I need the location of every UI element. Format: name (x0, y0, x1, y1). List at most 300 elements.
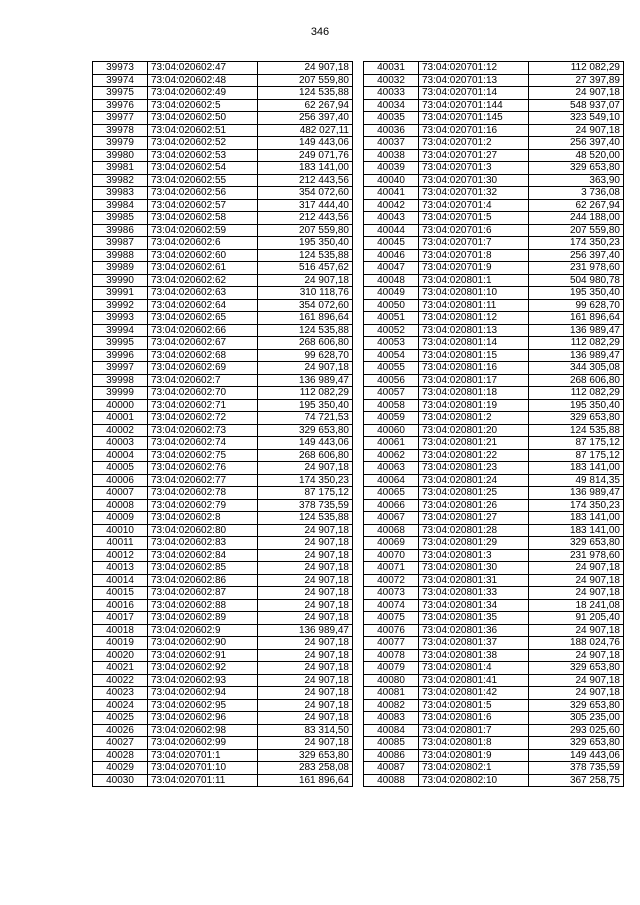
cadastral-value: 83 314,50 (258, 724, 353, 737)
row-number: 40028 (93, 749, 148, 762)
cadastral-value: 310 118,76 (258, 287, 353, 300)
cadastral-number: 73:04:020701:9 (419, 262, 529, 275)
row-number: 40007 (93, 487, 148, 500)
row-number: 40000 (93, 399, 148, 412)
table-row (93, 299, 353, 312)
table-row (93, 562, 353, 575)
row-number: 40077 (364, 637, 419, 650)
row-number: 39988 (93, 249, 148, 262)
cadastral-value: 268 606,80 (529, 374, 624, 387)
cadastral-value: 124 535,88 (258, 249, 353, 262)
table-row (93, 612, 353, 625)
row-number: 39999 (93, 387, 148, 400)
cadastral-value: 24 907,18 (258, 612, 353, 625)
cadastral-value: 378 735,59 (258, 499, 353, 512)
row-number: 39984 (93, 199, 148, 212)
cadastral-number: 73:04:020701:4 (419, 199, 529, 212)
cadastral-number: 73:04:020801:15 (419, 349, 529, 362)
row-number: 40025 (93, 712, 148, 725)
cadastral-number: 73:04:020801:37 (419, 637, 529, 650)
cadastral-number: 73:04:020801:24 (419, 474, 529, 487)
cadastral-value: 195 350,40 (529, 399, 624, 412)
cadastral-value: 24 907,18 (258, 549, 353, 562)
cadastral-number: 73:04:020801:4 (419, 662, 529, 675)
cadastral-value: 317 444,40 (258, 199, 353, 212)
row-number: 39975 (93, 87, 148, 100)
row-number: 40006 (93, 474, 148, 487)
cadastral-value: 62 267,94 (258, 99, 353, 112)
cadastral-number: 73:04:020602:74 (148, 437, 258, 450)
row-number: 39974 (93, 74, 148, 87)
cadastral-number: 73:04:020602:56 (148, 187, 258, 200)
table-row (93, 624, 353, 637)
table-row (364, 162, 624, 175)
table-row (93, 512, 353, 525)
table-row (364, 99, 624, 112)
cadastral-number: 73:04:020802:1 (419, 762, 529, 775)
cadastral-number: 73:04:020701:144 (419, 99, 529, 112)
cadastral-number: 73:04:020801:34 (419, 599, 529, 612)
parcel-table-left-body (93, 62, 353, 787)
row-number: 40081 (364, 687, 419, 700)
cadastral-value: 231 978,60 (529, 549, 624, 562)
cadastral-number: 73:04:020801:9 (419, 749, 529, 762)
cadastral-number: 73:04:020801:29 (419, 537, 529, 550)
row-number: 40046 (364, 249, 419, 262)
table-row (364, 337, 624, 350)
table-row (364, 212, 624, 225)
row-number: 40064 (364, 474, 419, 487)
cadastral-value: 329 653,80 (529, 412, 624, 425)
cadastral-number: 73:04:020602:65 (148, 312, 258, 325)
row-number: 40047 (364, 262, 419, 275)
table-row (93, 62, 353, 75)
cadastral-number: 73:04:020602:86 (148, 574, 258, 587)
cadastral-value: 378 735,59 (529, 762, 624, 775)
cadastral-value: 174 350,23 (529, 237, 624, 250)
row-number: 40011 (93, 537, 148, 550)
cadastral-value: 136 989,47 (529, 487, 624, 500)
cadastral-number: 73:04:020602:54 (148, 162, 258, 175)
cadastral-number: 73:04:020701:13 (419, 74, 529, 87)
row-number: 40024 (93, 699, 148, 712)
row-number: 40072 (364, 574, 419, 587)
table-row (93, 687, 353, 700)
cadastral-number: 73:04:020602:92 (148, 662, 258, 675)
table-row (93, 99, 353, 112)
cadastral-number: 73:04:020602:80 (148, 524, 258, 537)
row-number: 40067 (364, 512, 419, 525)
cadastral-number: 73:04:020801:21 (419, 437, 529, 450)
cadastral-value: 195 350,40 (258, 237, 353, 250)
table-row (93, 637, 353, 650)
cadastral-number: 73:04:020801:13 (419, 324, 529, 337)
cadastral-number: 73:04:020801:36 (419, 624, 529, 637)
cadastral-value: 244 188,00 (529, 212, 624, 225)
cadastral-number: 73:04:020602:99 (148, 737, 258, 750)
row-number: 40088 (364, 774, 419, 787)
cadastral-number: 73:04:020801:10 (419, 287, 529, 300)
cadastral-value: 305 235,00 (529, 712, 624, 725)
table-row (364, 74, 624, 87)
row-number: 40054 (364, 349, 419, 362)
page-number: 346 (310, 26, 330, 38)
row-number: 40005 (93, 462, 148, 475)
row-number: 40027 (93, 737, 148, 750)
cadastral-number: 73:04:020602:66 (148, 324, 258, 337)
cadastral-value: 256 397,40 (529, 249, 624, 262)
cadastral-number: 73:04:020801:12 (419, 312, 529, 325)
cadastral-number: 73:04:020602:7 (148, 374, 258, 387)
row-number: 40012 (93, 549, 148, 562)
row-number: 40052 (364, 324, 419, 337)
table-row (93, 399, 353, 412)
row-number: 39973 (93, 62, 148, 75)
table-row (93, 574, 353, 587)
cadastral-number: 73:04:020602:91 (148, 649, 258, 662)
table-row (93, 712, 353, 725)
cadastral-value: 24 907,18 (258, 687, 353, 700)
table-row (93, 287, 353, 300)
cadastral-number: 73:04:020701:8 (419, 249, 529, 262)
cadastral-number: 73:04:020602:69 (148, 362, 258, 375)
table-row (93, 549, 353, 562)
cadastral-value: 124 535,88 (529, 424, 624, 437)
table-row (364, 749, 624, 762)
cadastral-value: 24 907,18 (258, 699, 353, 712)
cadastral-number: 73:04:020701:11 (148, 774, 258, 787)
table-row (364, 412, 624, 425)
table-row (364, 624, 624, 637)
row-number: 40036 (364, 124, 419, 137)
row-number: 40017 (93, 612, 148, 625)
table-row (364, 362, 624, 375)
row-number: 40079 (364, 662, 419, 675)
cadastral-value: 174 350,23 (258, 474, 353, 487)
cadastral-number: 73:04:020602:75 (148, 449, 258, 462)
table-row (364, 262, 624, 275)
table-row (93, 224, 353, 237)
cadastral-number: 73:04:020801:38 (419, 649, 529, 662)
cadastral-value: 87 175,12 (258, 487, 353, 500)
cadastral-number: 73:04:020602:84 (148, 549, 258, 562)
row-number: 40078 (364, 649, 419, 662)
cadastral-value: 62 267,94 (529, 199, 624, 212)
cadastral-value: 231 978,60 (529, 262, 624, 275)
row-number: 40070 (364, 549, 419, 562)
cadastral-number: 73:04:020602:6 (148, 237, 258, 250)
row-number: 40019 (93, 637, 148, 650)
row-number: 39981 (93, 162, 148, 175)
row-number: 40057 (364, 387, 419, 400)
table-row (364, 449, 624, 462)
table-row (93, 749, 353, 762)
row-number: 40035 (364, 112, 419, 125)
row-number: 40051 (364, 312, 419, 325)
cadastral-value: 136 989,47 (529, 349, 624, 362)
row-number: 40071 (364, 562, 419, 575)
cadastral-value: 24 907,18 (258, 662, 353, 675)
table-row (93, 324, 353, 337)
cadastral-value: 24 907,18 (258, 637, 353, 650)
cadastral-value: 48 520,00 (529, 149, 624, 162)
cadastral-number: 73:04:020602:76 (148, 462, 258, 475)
cadastral-value: 3 736,08 (529, 187, 624, 200)
cadastral-number: 73:04:020602:64 (148, 299, 258, 312)
table-row (364, 637, 624, 650)
cadastral-number: 73:04:020701:6 (419, 224, 529, 237)
cadastral-value: 354 072,60 (258, 299, 353, 312)
row-number: 40009 (93, 512, 148, 525)
row-number: 40021 (93, 662, 148, 675)
table-row (93, 774, 353, 787)
cadastral-value: 24 907,18 (529, 649, 624, 662)
table-row (93, 474, 353, 487)
cadastral-value: 24 907,18 (258, 562, 353, 575)
cadastral-number: 73:04:020801:28 (419, 524, 529, 537)
table-row (364, 124, 624, 137)
table-row (93, 112, 353, 125)
cadastral-number: 73:04:020801:3 (419, 549, 529, 562)
cadastral-number: 73:04:020602:47 (148, 62, 258, 75)
cadastral-value: 329 653,80 (258, 749, 353, 762)
cadastral-value: 87 175,12 (529, 449, 624, 462)
cadastral-number: 73:04:020802:10 (419, 774, 529, 787)
row-number: 39990 (93, 274, 148, 287)
cadastral-value: 124 535,88 (258, 324, 353, 337)
table-row (93, 699, 353, 712)
row-number: 40082 (364, 699, 419, 712)
table-row (364, 774, 624, 787)
row-number: 40074 (364, 599, 419, 612)
row-number: 40040 (364, 174, 419, 187)
cadastral-number: 73:04:020801:6 (419, 712, 529, 725)
row-number: 39994 (93, 324, 148, 337)
cadastral-value: 195 350,40 (529, 287, 624, 300)
row-number: 40062 (364, 449, 419, 462)
cadastral-value: 112 082,29 (529, 337, 624, 350)
table-row (93, 199, 353, 212)
cadastral-value: 183 141,00 (258, 162, 353, 175)
table-row (93, 424, 353, 437)
cadastral-value: 183 141,00 (529, 524, 624, 537)
cadastral-number: 73:04:020602:95 (148, 699, 258, 712)
cadastral-value: 149 443,06 (258, 137, 353, 150)
cadastral-number: 73:04:020602:79 (148, 499, 258, 512)
row-number: 39991 (93, 287, 148, 300)
row-number: 39982 (93, 174, 148, 187)
table-row (364, 424, 624, 437)
cadastral-number: 73:04:020701:14 (419, 87, 529, 100)
table-row (364, 249, 624, 262)
table-row (93, 449, 353, 462)
table-row (364, 699, 624, 712)
cadastral-number: 73:04:020801:14 (419, 337, 529, 350)
cadastral-number: 73:04:020801:41 (419, 674, 529, 687)
table-row (364, 462, 624, 475)
cadastral-value: 24 907,18 (258, 737, 353, 750)
table-row (93, 149, 353, 162)
row-number: 39976 (93, 99, 148, 112)
cadastral-value: 323 549,10 (529, 112, 624, 125)
cadastral-number: 73:04:020602:70 (148, 387, 258, 400)
cadastral-value: 354 072,60 (258, 187, 353, 200)
cadastral-number: 73:04:020602:88 (148, 599, 258, 612)
cadastral-number: 73:04:020801:33 (419, 587, 529, 600)
cadastral-value: 24 907,18 (258, 587, 353, 600)
cadastral-value: 24 907,18 (258, 674, 353, 687)
cadastral-number: 73:04:020602:48 (148, 74, 258, 87)
table-row (93, 662, 353, 675)
row-number: 40049 (364, 287, 419, 300)
cadastral-number: 73:04:020602:9 (148, 624, 258, 637)
table-row (364, 687, 624, 700)
table-row (364, 437, 624, 450)
row-number: 40065 (364, 487, 419, 500)
cadastral-number: 73:04:020801:5 (419, 699, 529, 712)
row-number: 40080 (364, 674, 419, 687)
table-row (93, 412, 353, 425)
table-row (364, 287, 624, 300)
cadastral-value: 112 082,29 (258, 387, 353, 400)
cadastral-value: 283 258,08 (258, 762, 353, 775)
cadastral-number: 73:04:020701:3 (419, 162, 529, 175)
cadastral-number: 73:04:020701:27 (419, 149, 529, 162)
table-row (93, 187, 353, 200)
cadastral-number: 73:04:020701:12 (419, 62, 529, 75)
row-number: 40084 (364, 724, 419, 737)
table-row (93, 87, 353, 100)
table-row (364, 662, 624, 675)
cadastral-value: 24 907,18 (258, 599, 353, 612)
table-row (93, 762, 353, 775)
table-row (93, 237, 353, 250)
cadastral-value: 344 305,08 (529, 362, 624, 375)
cadastral-value: 24 907,18 (529, 587, 624, 600)
row-number: 40076 (364, 624, 419, 637)
cadastral-number: 73:04:020801:23 (419, 462, 529, 475)
row-number: 40026 (93, 724, 148, 737)
cadastral-value: 24 907,18 (529, 624, 624, 637)
row-number: 40004 (93, 449, 148, 462)
row-number: 40045 (364, 237, 419, 250)
cadastral-value: 124 535,88 (258, 512, 353, 525)
cadastral-value: 329 653,80 (529, 162, 624, 175)
table-row (93, 387, 353, 400)
table-row (364, 724, 624, 737)
cadastral-value: 268 606,80 (258, 449, 353, 462)
row-number: 39997 (93, 362, 148, 375)
row-number: 39989 (93, 262, 148, 275)
cadastral-value: 91 205,40 (529, 612, 624, 625)
table-row (364, 224, 624, 237)
cadastral-number: 73:04:020701:32 (419, 187, 529, 200)
table-row (364, 537, 624, 550)
cadastral-value: 207 559,80 (529, 224, 624, 237)
table-row (364, 187, 624, 200)
row-number: 40018 (93, 624, 148, 637)
cadastral-value: 49 814,35 (529, 474, 624, 487)
table-row (364, 587, 624, 600)
cadastral-number: 73:04:020801:19 (419, 399, 529, 412)
table-row (364, 499, 624, 512)
table-row (364, 137, 624, 150)
row-number: 40030 (93, 774, 148, 787)
cadastral-number: 73:04:020801:20 (419, 424, 529, 437)
row-number: 40060 (364, 424, 419, 437)
row-number: 40008 (93, 499, 148, 512)
row-number: 39986 (93, 224, 148, 237)
cadastral-value: 24 907,18 (529, 124, 624, 137)
cadastral-value: 27 397,89 (529, 74, 624, 87)
table-row (93, 462, 353, 475)
table-row (364, 274, 624, 287)
table-row (93, 362, 353, 375)
cadastral-number: 73:04:020801:7 (419, 724, 529, 737)
table-row (364, 737, 624, 750)
cadastral-value: 24 907,18 (529, 687, 624, 700)
table-row (364, 324, 624, 337)
row-number: 39998 (93, 374, 148, 387)
row-number: 40059 (364, 412, 419, 425)
cadastral-number: 73:04:020602:55 (148, 174, 258, 187)
cadastral-number: 73:04:020602:61 (148, 262, 258, 275)
cadastral-value: 24 907,18 (529, 674, 624, 687)
cadastral-value: 329 653,80 (529, 537, 624, 550)
row-number: 40033 (364, 87, 419, 100)
table-row (93, 274, 353, 287)
cadastral-number: 73:04:020701:7 (419, 237, 529, 250)
cadastral-value: 329 653,80 (258, 424, 353, 437)
row-number: 40014 (93, 574, 148, 587)
cadastral-number: 73:04:020801:17 (419, 374, 529, 387)
table-row (93, 649, 353, 662)
table-row (364, 562, 624, 575)
row-number: 40037 (364, 137, 419, 150)
table-row (364, 512, 624, 525)
row-number: 40069 (364, 537, 419, 550)
table-row (364, 549, 624, 562)
table-row (364, 387, 624, 400)
table-row (93, 537, 353, 550)
cadastral-value: 329 653,80 (529, 699, 624, 712)
row-number: 40083 (364, 712, 419, 725)
parcel-table-right (363, 61, 624, 787)
table-row (364, 349, 624, 362)
table-row (93, 437, 353, 450)
row-number: 40015 (93, 587, 148, 600)
cadastral-value: 74 721,53 (258, 412, 353, 425)
table-row (93, 487, 353, 500)
table-row (93, 249, 353, 262)
cadastral-value: 256 397,40 (529, 137, 624, 150)
row-number: 40048 (364, 274, 419, 287)
cadastral-value: 183 141,00 (529, 512, 624, 525)
cadastral-number: 73:04:020602:63 (148, 287, 258, 300)
cadastral-value: 207 559,80 (258, 74, 353, 87)
cadastral-value: 136 989,47 (258, 624, 353, 637)
cadastral-number: 73:04:020602:58 (148, 212, 258, 225)
row-number: 40020 (93, 649, 148, 662)
row-number: 40061 (364, 437, 419, 450)
cadastral-value: 24 907,18 (258, 362, 353, 375)
row-number: 40050 (364, 299, 419, 312)
table-row (364, 487, 624, 500)
row-number: 40034 (364, 99, 419, 112)
cadastral-value: 99 628,70 (529, 299, 624, 312)
cadastral-value: 161 896,64 (258, 312, 353, 325)
cadastral-number: 73:04:020602:51 (148, 124, 258, 137)
